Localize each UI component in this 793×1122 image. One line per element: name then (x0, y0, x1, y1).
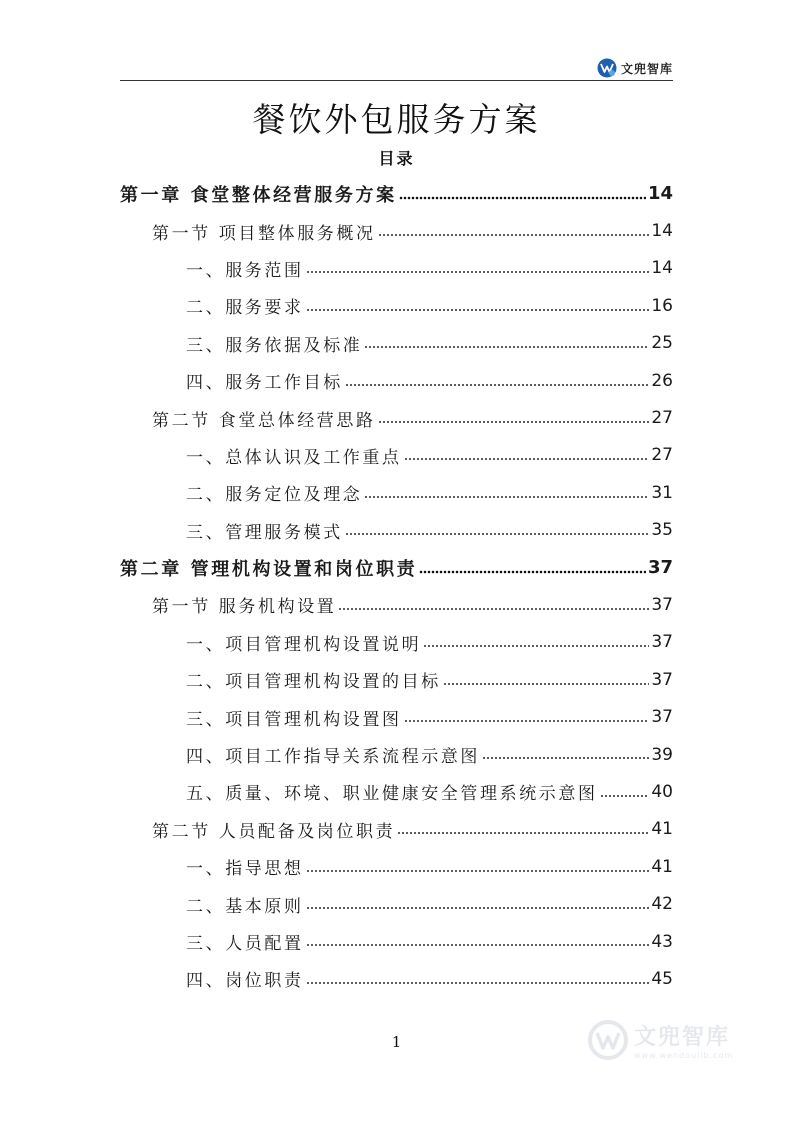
toc-entry-page: 25 (651, 333, 673, 354)
toc-entry[interactable] (120, 624, 673, 661)
toc-entry-label: 第二章 管理机构设置和岗位职责 (120, 558, 418, 580)
toc-entry-label: 第一节 服务机构设置 (152, 597, 337, 618)
toc-entry-page: 37 (651, 707, 673, 728)
toc-entry-page: 40 (651, 781, 673, 802)
toc-entry-page: 27 (651, 408, 673, 429)
toc-entry-label: 三、项目管理机构设置图 (186, 709, 402, 730)
toc-dot-leader (397, 821, 649, 838)
toc-dot-leader (364, 335, 649, 352)
toc-entry[interactable] (120, 512, 673, 549)
toc-dot-leader (306, 858, 650, 875)
toc-entry-page: 35 (651, 520, 673, 541)
toc-entry-page: 14 (647, 183, 673, 205)
watermark (588, 1020, 733, 1060)
toc-entry-page: 37 (651, 669, 673, 690)
toc-entry-label: 二、服务定位及理念 (186, 485, 363, 506)
toc-entry-page: 42 (651, 894, 673, 915)
toc-dot-leader (419, 559, 646, 577)
toc-entry-label: 一、总体认识及工作重点 (186, 447, 402, 468)
document-title: 餐饮外包服务方案 (252, 100, 541, 139)
toc-entry[interactable] (120, 811, 673, 848)
toc-heading: 目录 (378, 149, 415, 168)
toc-entry-page: 45 (651, 968, 673, 989)
toc-entry-label: 五、质量、环境、职业健康安全管理系统示意图 (186, 784, 598, 805)
toc-dot-leader (345, 522, 650, 539)
toc-entry-page: 31 (651, 482, 673, 503)
watermark-name: 文兜智库 (634, 1025, 731, 1050)
toc-entry[interactable] (120, 736, 673, 773)
toc-entry[interactable] (120, 287, 673, 324)
toc-entry[interactable] (120, 923, 673, 960)
toc-entry-page: 16 (651, 295, 673, 316)
toc-entry-label: 三、管理服务模式 (186, 522, 343, 543)
toc-entry[interactable] (120, 212, 673, 249)
toc-entry-label: 第一节 项目整体服务概况 (152, 223, 376, 244)
toc-entry[interactable] (120, 362, 673, 399)
toc-entry-page: 41 (651, 819, 673, 840)
toc-entry[interactable] (120, 885, 673, 922)
toc-entry-page: 37 (651, 632, 673, 653)
toc-entry[interactable] (120, 586, 673, 623)
toc-entry-page: 39 (651, 744, 673, 765)
toc-dot-leader (306, 933, 650, 950)
toc-entry[interactable] (120, 848, 673, 885)
toc-entry[interactable] (120, 474, 673, 511)
toc-entry-label: 一、服务范围 (186, 260, 304, 281)
toc-entry-label: 三、服务依据及标准 (186, 335, 363, 356)
page-number: 1 (391, 1033, 402, 1051)
toc-entry-label: 二、服务要求 (186, 298, 304, 319)
toc-dot-leader (404, 709, 650, 726)
toc-entry-page: 14 (651, 258, 673, 279)
toc-entry[interactable] (120, 399, 673, 436)
toc-entry-label: 四、服务工作目标 (186, 373, 343, 394)
header-logo-text: 文兜智库 (620, 61, 673, 76)
watermark-logo-icon (588, 1020, 628, 1060)
toc-dot-leader (482, 746, 649, 763)
toc-dot-leader (306, 970, 650, 987)
toc-entry[interactable] (120, 773, 673, 810)
toc-entry-label: 一、指导思想 (186, 859, 304, 880)
header-logo (597, 58, 673, 78)
toc-dot-leader (378, 410, 650, 427)
header-divider (120, 80, 673, 81)
toc-entry-page: 43 (651, 931, 673, 952)
toc-entry[interactable] (120, 698, 673, 735)
toc-dot-leader (399, 185, 646, 203)
wendou-logo-icon (597, 58, 617, 78)
watermark-url: www.wendoulib.com (634, 1051, 734, 1060)
toc-dot-leader (404, 447, 650, 464)
toc-dot-leader (423, 634, 649, 651)
toc-entry-label: 四、岗位职责 (186, 971, 304, 992)
toc-entry-label: 二、项目管理机构设置的目标 (186, 672, 441, 693)
toc-dot-leader (443, 671, 650, 688)
toc-entry[interactable] (120, 661, 673, 698)
toc-entry-page: 41 (651, 856, 673, 877)
table-of-contents (120, 175, 673, 998)
toc-dot-leader (306, 896, 650, 913)
toc-entry-page: 26 (651, 370, 673, 391)
toc-entry-page: 14 (651, 221, 673, 242)
toc-entry-label: 第一章 食堂整体经营服务方案 (120, 184, 397, 206)
toc-entry-page: 27 (651, 445, 673, 466)
toc-dot-leader (306, 297, 650, 314)
toc-entry-label: 四、项目工作指导关系流程示意图 (186, 747, 480, 768)
toc-entry[interactable] (120, 325, 673, 362)
toc-entry[interactable] (120, 175, 673, 212)
toc-entry[interactable] (120, 250, 673, 287)
toc-entry[interactable] (120, 437, 673, 474)
toc-dot-leader (364, 484, 649, 501)
toc-dot-leader (600, 783, 650, 800)
toc-entry-label: 一、项目管理机构设置说明 (186, 634, 422, 655)
toc-entry-page: 37 (651, 594, 673, 615)
toc-entry-label: 三、人员配置 (186, 934, 304, 954)
toc-dot-leader (345, 372, 650, 389)
toc-entry[interactable] (120, 549, 673, 586)
toc-dot-leader (378, 223, 650, 240)
toc-dot-leader (306, 260, 650, 277)
toc-dot-leader (338, 596, 649, 613)
toc-entry-page: 37 (647, 557, 673, 579)
toc-entry-label: 第二节 食堂总体经营思路 (152, 410, 376, 431)
toc-entry[interactable] (120, 960, 673, 997)
toc-entry-label: 二、基本原则 (186, 896, 304, 917)
toc-entry-label: 第二节 人员配备及岗位职责 (152, 821, 396, 842)
